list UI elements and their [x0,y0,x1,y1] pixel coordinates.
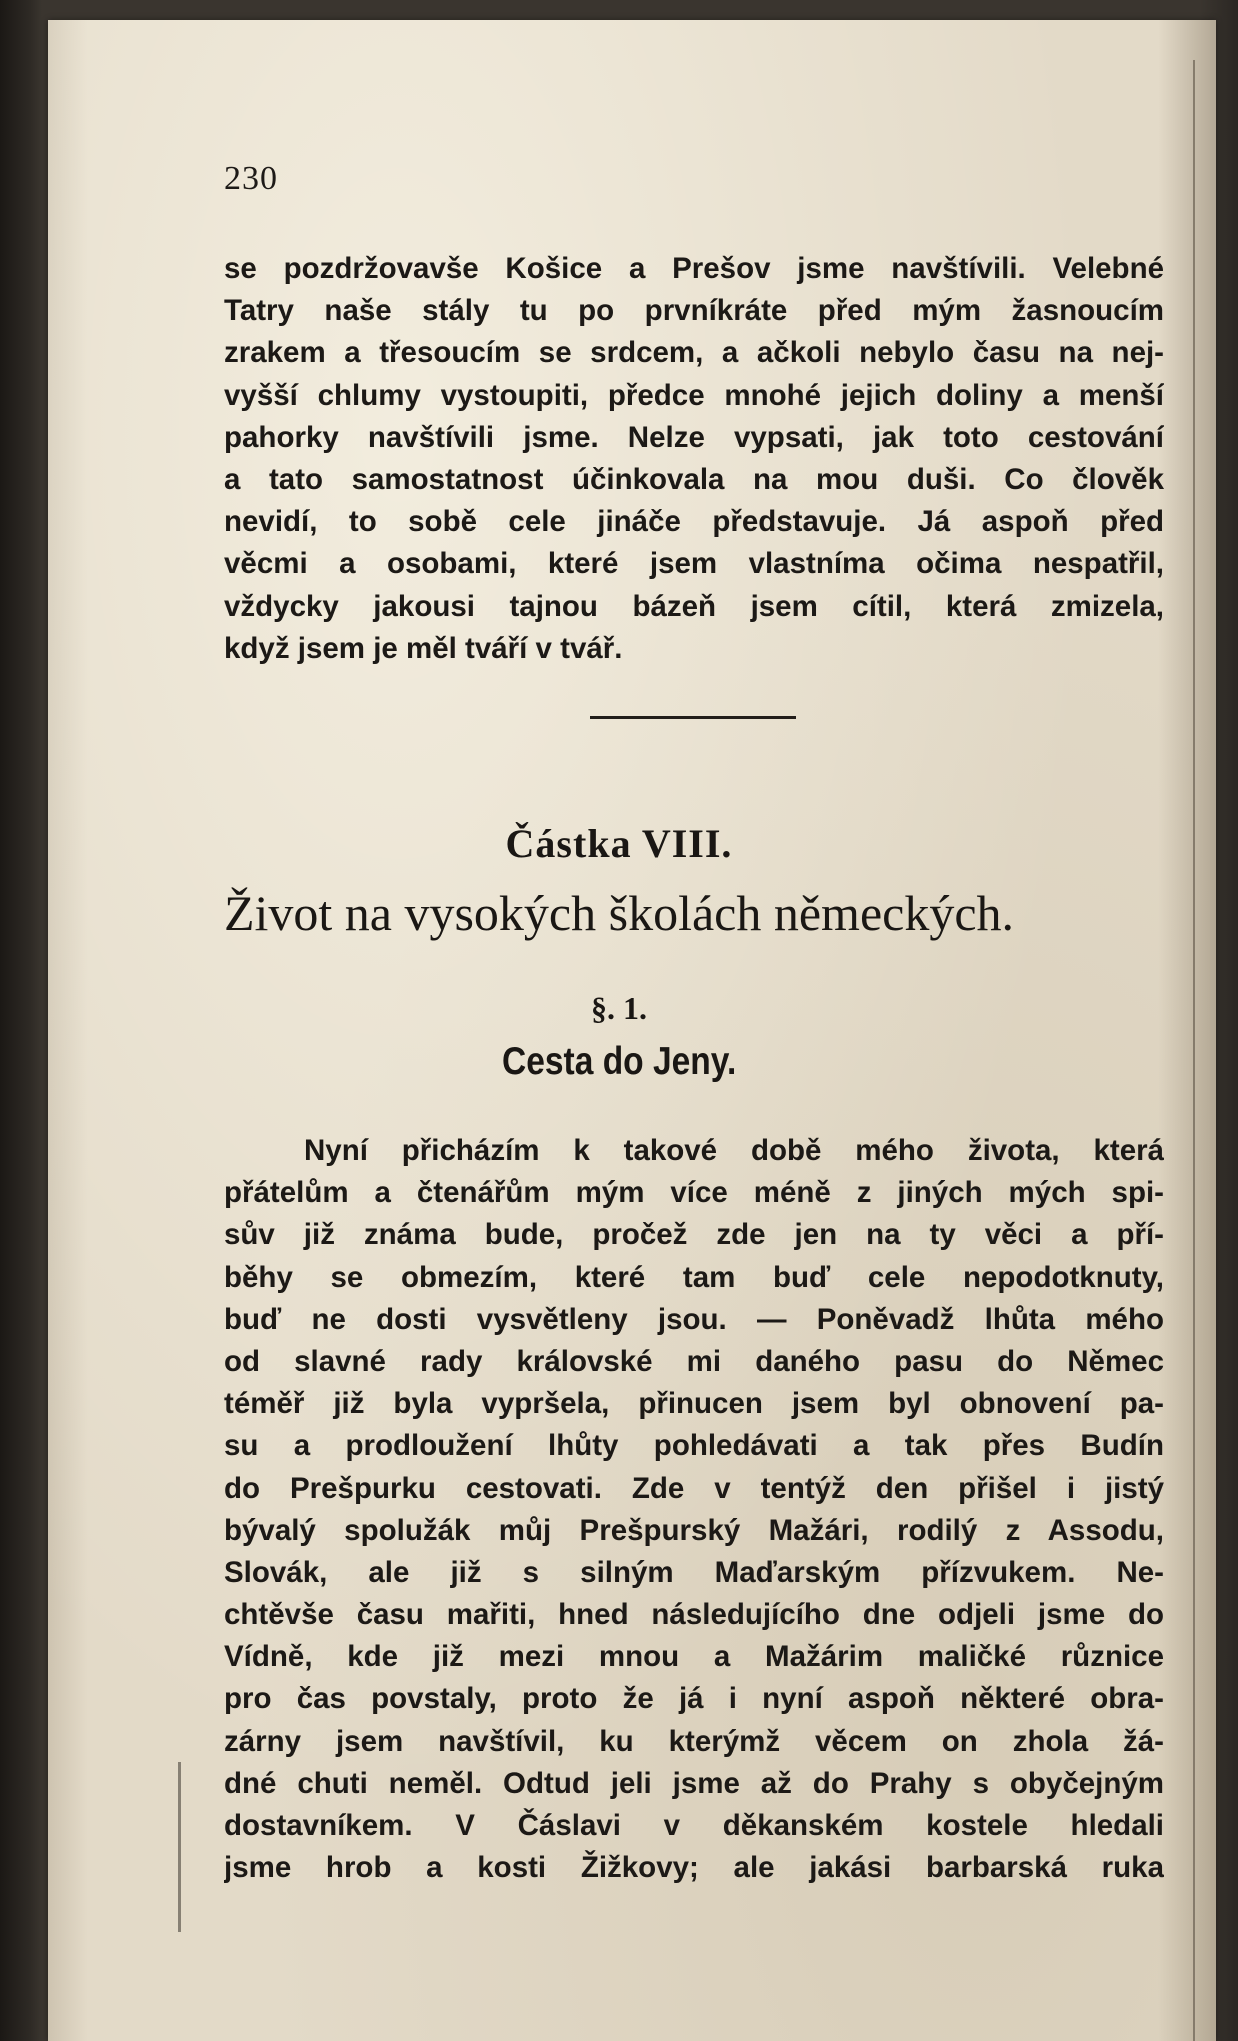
paragraph-main [224,1130,1164,1889]
text-line: dostavníkem. V Čáslavi v děkanském kostele hledali [224,1809,1164,1842]
text-line: vyšší chlumy vystoupiti, předce mnohé jejich doliny a menší [224,378,1164,412]
paragraph-top [224,248,1164,670]
text-line: zárny jsem navštívil, ku kterýmž věcem on zhola žá- [224,1724,1164,1758]
text-line: pahorky navštívili jsme. Nelze vypsati, jak toto cestování [224,420,1164,454]
text-line: běhy se obmezím, které tam buď cele nepodotknuty, [224,1260,1164,1294]
text-line: su a prodloužení lhůty pohledávati a tak přes Budín [224,1429,1164,1463]
text-line: věcmi a osobami, které jsem vlastníma očima nespatřil, [224,547,1164,581]
text-line: vždycky jakousi tajnou bázeň jsem cítil, která zmizela, [224,589,1164,623]
text-line: bývalý spolužák můj Prešpurský Mažári, rodilý z Assodu, [224,1513,1164,1547]
chapter-label: Částka VIII. [505,821,733,866]
text-line: Slovák, ale již s silným Maďarským přízvukem. Ne- [224,1555,1164,1589]
text-line: sův již známa bude, pročež zde jen na ty věci a pří- [224,1218,1164,1252]
text-line: od slavné rady královské mi daného pasu do Němec [224,1344,1164,1378]
page-edge-line [1193,60,1195,2041]
text-line: chtěvše času mařiti, hned následujícího dne odjeli jsme do [224,1598,1164,1632]
text-line: dné chuti neměl. Odtud jeli jsme až do Prahy s obyčejným [224,1766,1164,1800]
text-line: téměř již byla vypršela, přinucen jsem byl obnovení pa- [224,1387,1164,1421]
text-line: když jsem je měl tváří v tvář. [224,631,623,665]
text-line: se pozdržovavše Košice a Prešov jsme navštívili. Velebné [224,252,1164,285]
text-line: nevidí, to sobě cele jináče představuje. Já aspoň před [224,505,1164,539]
section-number: §. 1. [591,990,647,1026]
text-line: pro čas povstaly, proto že já i nyní aspoň některé obra- [224,1682,1164,1716]
text-line: a tato samostatnost účinkovala na mou duši. Co člověk [224,462,1164,496]
text-line: zrakem a třesoucím se srdcem, a ačkoli nebylo času na nej- [224,336,1164,370]
text-line: do Prešpurku cestovati. Zde v tentýž den přišel i jistý [224,1471,1164,1505]
chapter-title: Život na vysokých školách německých. [223,885,1015,941]
text-line: Nyní přicházím k takové době mého života, která [304,1134,1164,1167]
page-number: 230 [224,160,278,197]
margin-pencil-mark [178,1762,181,1932]
section-title: Cesta do Jeny. [502,1040,737,1083]
section-divider-rule [590,716,796,719]
text-line: jsme hrob a kosti Žižkovy; ale jakási barbarská ruka [224,1851,1164,1885]
text-line: Tatry naše stály tu po prvníkráte před mým žasnoucím [224,294,1164,328]
text-line: buď ne dosti vysvětleny jsou. — Poněvadž lhůta mého [224,1302,1164,1336]
text-line: Vídně, kde již mezi mnou a Mažárim maličké různice [224,1640,1164,1674]
text-line: přátelům a čtenářům mým více méně z jiných mých spi- [224,1176,1164,1210]
